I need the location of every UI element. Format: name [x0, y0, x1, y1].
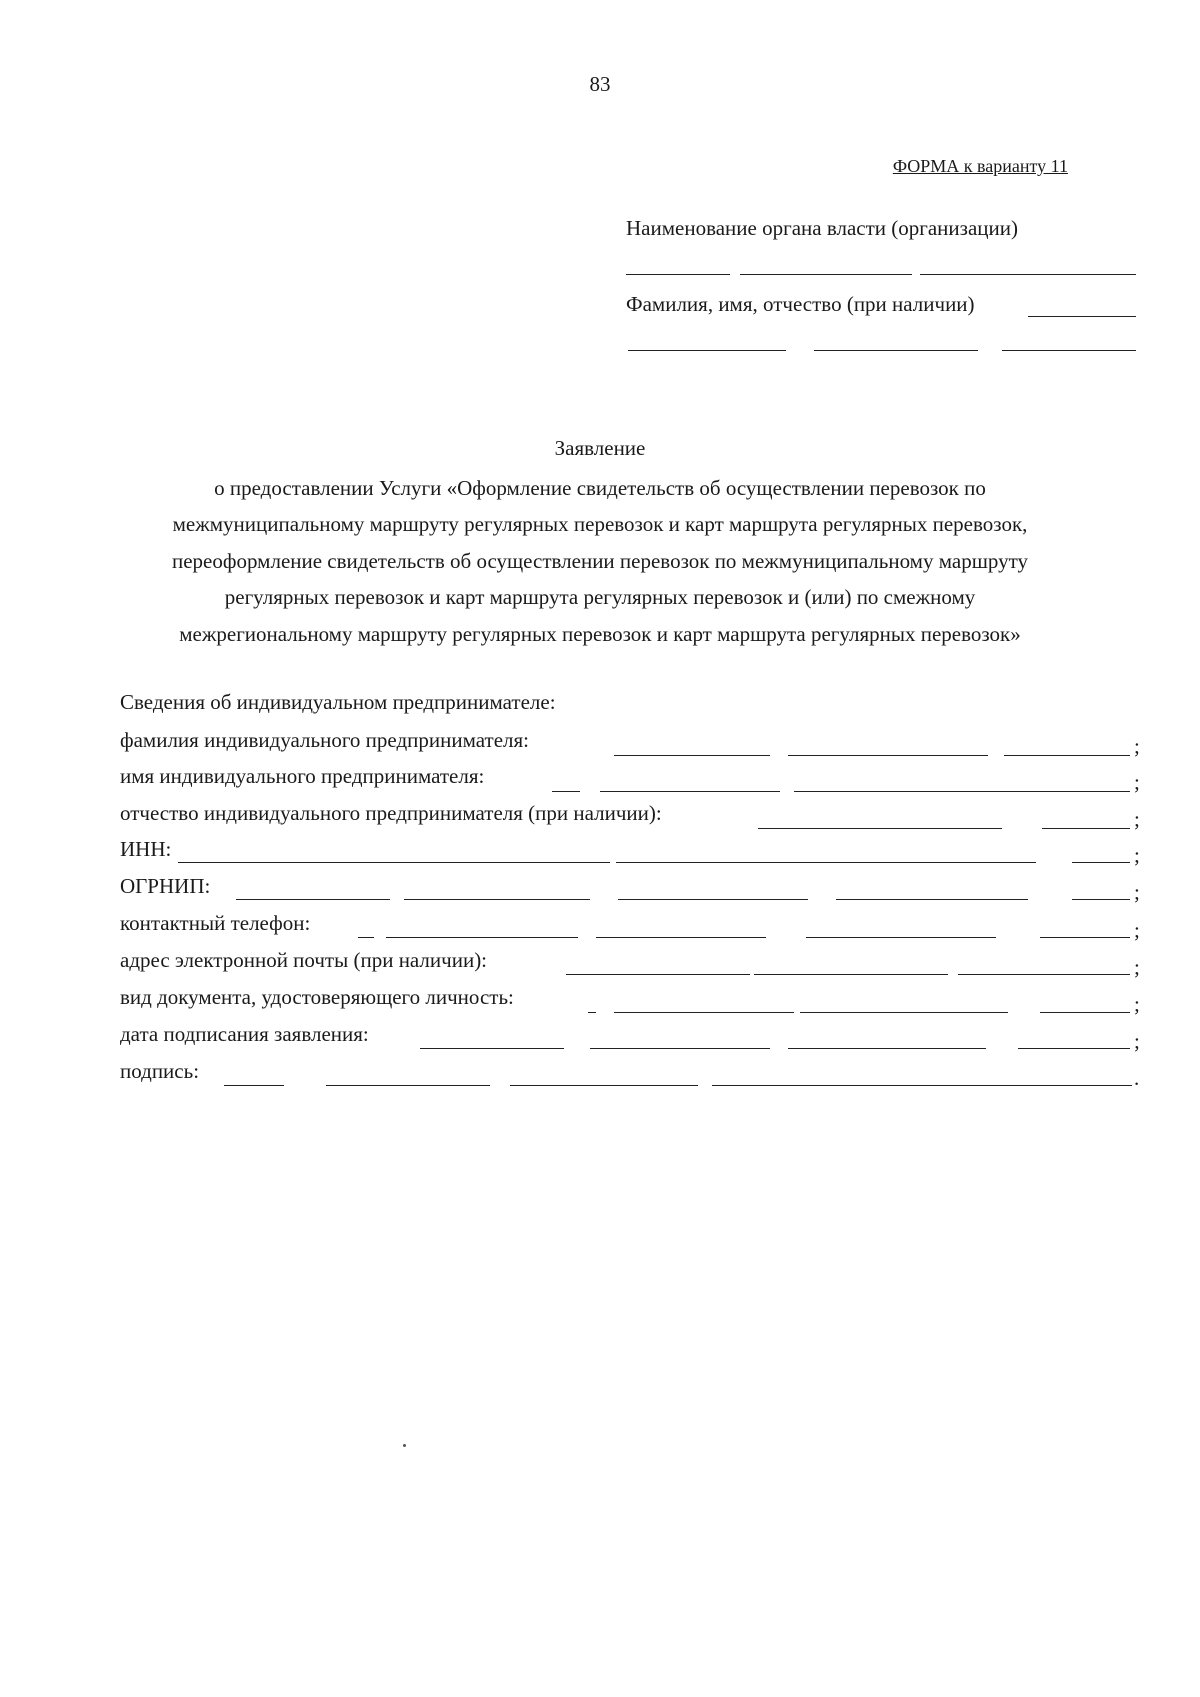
blank-line — [754, 974, 948, 975]
blank-line — [920, 274, 1136, 275]
blank-line — [358, 937, 374, 938]
field-label: имя индивидуального предпринимателя: — [120, 764, 485, 788]
blank-line — [788, 1048, 986, 1049]
blank-line — [626, 274, 730, 275]
blank-line — [628, 350, 786, 351]
blank-line — [420, 1048, 564, 1049]
blank-line — [326, 1085, 490, 1086]
blank-line — [386, 937, 578, 938]
field-end-mark: ; — [1134, 918, 1140, 942]
blank-line — [1042, 828, 1130, 829]
blank-line — [552, 791, 580, 792]
blank-line — [1072, 862, 1130, 863]
blank-line — [1018, 1048, 1130, 1049]
blank-line — [614, 1012, 794, 1013]
form-reference: ФОРМА к варианту 11 — [892, 156, 1068, 176]
field-label: дата подписания заявления: — [120, 1022, 369, 1046]
blank-line — [836, 899, 1028, 900]
field-end-mark: ; — [1134, 880, 1140, 904]
field-label: вид документа, удостоверяющего личность: — [120, 985, 514, 1009]
blank-line — [1040, 1012, 1130, 1013]
blank-line — [178, 862, 610, 863]
blank-line — [236, 899, 390, 900]
blank-line — [600, 791, 780, 792]
blank-line — [758, 828, 1002, 829]
blank-line — [814, 350, 978, 351]
blank-line — [614, 755, 770, 756]
subtitle-line: межмуниципальному маршруту регулярных перевозок и карт маршрута регулярных перевозок, — [172, 512, 1028, 536]
blank-line — [510, 1085, 698, 1086]
subtitle-line: переоформление свидетельств об осуществлении перевозок по межмуниципальному маршруту — [172, 549, 1028, 573]
field-end-mark: ; — [1134, 734, 1140, 758]
document-title: Заявление — [554, 436, 646, 460]
field-label: ОГРНИП: — [120, 874, 211, 898]
field-label: контактный телефон: — [120, 911, 311, 935]
blank-line — [616, 862, 1036, 863]
field-label: ИНН: — [120, 837, 172, 861]
subtitle-line: межрегиональному маршруту регулярных перевозок и карт маршрута регулярных перевозок» — [179, 622, 1021, 646]
blank-line — [794, 791, 1130, 792]
blank-line — [788, 755, 988, 756]
blank-line — [740, 274, 912, 275]
blank-line — [224, 1085, 284, 1086]
blank-line — [806, 937, 996, 938]
field-end-mark: ; — [1134, 843, 1140, 867]
field-label: подпись: — [120, 1059, 200, 1083]
field-label: адрес электронной почты (при наличии): — [120, 948, 488, 972]
blank-line — [1002, 350, 1136, 351]
blank-line — [590, 1048, 770, 1049]
subtitle-line: о предоставлении Услуги «Оформление свидетельств об осуществлении перевозок по — [214, 476, 986, 500]
field-end-mark: . — [1134, 1066, 1140, 1090]
blank-line — [566, 974, 750, 975]
blank-line — [1040, 937, 1130, 938]
applicant-name-label: Фамилия, имя, отчество (при наличии) — [626, 292, 975, 316]
blank-line — [800, 1012, 1008, 1013]
blank-line — [1028, 316, 1136, 317]
subtitle-line: регулярных перевозок и карт маршрута регулярных перевозок и (или) по смежному — [224, 585, 976, 609]
blank-line — [958, 974, 1130, 975]
field-end-mark: ; — [1134, 770, 1140, 794]
field-label: фамилия индивидуального предпринимателя: — [120, 728, 529, 752]
field-end-mark: ; — [1134, 955, 1140, 979]
page-number: 83 — [589, 72, 611, 96]
blank-line — [618, 899, 808, 900]
scan-speck — [403, 1444, 406, 1447]
authority-name-label: Наименование органа власти (организации) — [626, 216, 1018, 240]
blank-line — [1072, 899, 1130, 900]
blank-line — [588, 1012, 596, 1013]
blank-line — [596, 937, 766, 938]
blank-line — [712, 1085, 1132, 1086]
field-label: отчество индивидуального предпринимателя (при наличии): — [120, 801, 662, 825]
section-heading: Сведения об индивидуальном предпринимателе: — [120, 690, 556, 714]
blank-line — [1004, 755, 1130, 756]
field-end-mark: ; — [1134, 992, 1140, 1016]
blank-line — [404, 899, 590, 900]
field-end-mark: ; — [1134, 807, 1140, 831]
field-end-mark: ; — [1134, 1029, 1140, 1053]
